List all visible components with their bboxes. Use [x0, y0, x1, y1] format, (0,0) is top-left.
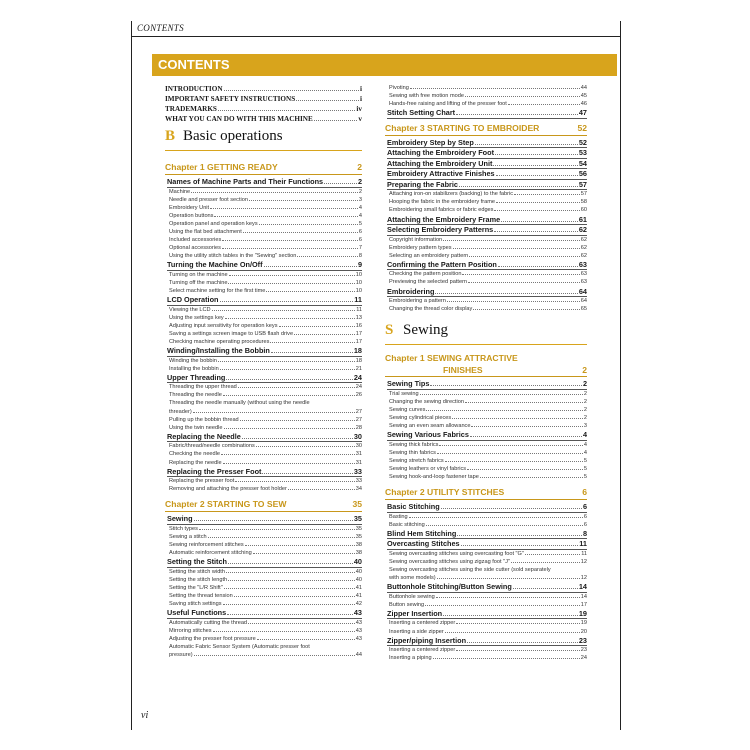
- toc-subentry[interactable]: Needle and presser foot section 3: [169, 196, 362, 203]
- toc-subentry[interactable]: Threading the upper thread 24: [169, 384, 362, 391]
- toc-subentry[interactable]: Sewing thick fabrics 4: [389, 441, 587, 448]
- toc-subentry[interactable]: Embroidering a pattern 64: [389, 298, 587, 305]
- toc-section[interactable]: Overcasting Stitches 11: [387, 539, 587, 549]
- toc-subentry[interactable]: Pivoting 44: [389, 85, 587, 91]
- toc-section[interactable]: Sewing Tips 2: [387, 379, 587, 389]
- toc-subentry[interactable]: Winding the bobbin 18: [169, 357, 362, 364]
- toc-subentry[interactable]: Copyright information 62: [389, 236, 587, 243]
- toc-subentry[interactable]: Sewing overcasting stitches using overcasting foot "G" 11: [389, 550, 587, 557]
- part-rule: [165, 150, 362, 151]
- toc-subentry[interactable]: Turning off the machine 10: [169, 279, 362, 286]
- toc-entry[interactable]: TRADEMARKS iv: [165, 105, 362, 113]
- page-number: vi: [141, 710, 149, 721]
- chapter-rule: [385, 135, 587, 136]
- toc-subentry[interactable]: Sewing with free motion mode 45: [389, 93, 587, 100]
- toc-subentry[interactable]: Setting the stitch width 40: [169, 568, 362, 575]
- toc-subentry[interactable]: Using the utility stitch tables in the "Sewing" section 8: [169, 253, 362, 260]
- toc-section[interactable]: Names of Machine Parts and Their Functions 2: [167, 177, 362, 186]
- toc-subentry[interactable]: Included accessories 6: [169, 237, 362, 244]
- toc-subentry[interactable]: Inserting a centered zipper 23: [389, 647, 587, 654]
- toc-subentry[interactable]: Removing and attaching the presser foot holder 34: [169, 486, 362, 493]
- contents-banner: CONTENTS: [152, 54, 617, 76]
- toc-subentry-wrap-line2[interactable]: threader) 27: [169, 408, 362, 415]
- toc-subentry[interactable]: Inserting a centered zipper 19: [389, 620, 587, 627]
- chapter-heading[interactable]: Chapter 1 GETTING READY 2: [165, 162, 362, 172]
- toc-subentry[interactable]: Optional accessories 7: [169, 245, 362, 252]
- chapter-heading[interactable]: Chapter 2 STARTING TO SEW 35: [165, 499, 362, 510]
- toc-left-column: [165, 84, 362, 659]
- toc-subentry[interactable]: Trial sewing 2: [389, 390, 587, 397]
- toc-subentry[interactable]: Sewing curves 2: [389, 406, 587, 413]
- toc-subentry[interactable]: Basting 6: [389, 513, 587, 520]
- toc-subentry[interactable]: Automatically cutting the thread 43: [169, 619, 362, 626]
- header-rule: [131, 36, 620, 37]
- part-heading-sewing: [385, 322, 587, 344]
- toc-subentry[interactable]: Adjusting input sensitivity for operation keys 16: [169, 322, 362, 329]
- toc-subentry[interactable]: Setting the thread tension 41: [169, 592, 362, 599]
- chapter-heading-line2[interactable]: FINISHES 2: [443, 365, 587, 376]
- toc-subentry[interactable]: Sewing thin fabrics 4: [389, 449, 587, 456]
- toc-subentry[interactable]: Button sewing 17: [389, 601, 587, 608]
- toc-subentry[interactable]: Fabric/thread/needle combinations 30: [169, 443, 362, 450]
- toc-section[interactable]: Setting the Stitch 40: [167, 557, 362, 567]
- toc-right-column: [385, 84, 587, 662]
- toc-section[interactable]: Zipper/piping Insertion 23: [387, 635, 587, 645]
- toc-subentry[interactable]: Hands-free raising and lifting of the presser foot 46: [389, 101, 587, 108]
- toc-section[interactable]: Useful Functions 43: [167, 608, 362, 618]
- toc-subentry[interactable]: Attaching iron-on stabilizers (backing) to the fabric 57: [389, 191, 587, 198]
- toc-subentry[interactable]: Using the settings key 13: [169, 314, 362, 321]
- toc-subentry[interactable]: Replacing the presser foot 33: [169, 478, 362, 485]
- toc-entry[interactable]: INTRODUCTION i: [165, 85, 362, 93]
- toc-subentry[interactable]: Changing the thread color display 65: [389, 306, 587, 313]
- part-heading-basic-operations: [165, 128, 362, 150]
- toc-section[interactable]: Winding/Installing the Bobbin 18: [167, 346, 362, 356]
- toc-section[interactable]: Basic Stitching 6: [387, 502, 587, 512]
- toc-subentry[interactable]: Saving stitch settings 42: [169, 601, 362, 608]
- toc-subentry[interactable]: Operation panel and operation keys 5: [169, 220, 362, 227]
- toc-subentry-wrap-line1[interactable]: Sewing overcasting stitches using the side cutter (sold separately: [389, 567, 551, 574]
- toc-subentry[interactable]: Setting the stitch length 40: [169, 576, 362, 583]
- toc-section[interactable]: LCD Operation 11: [167, 295, 362, 305]
- toc-section[interactable]: Embroidering 64: [387, 286, 587, 296]
- toc-section[interactable]: Selecting Embroidery Patterns 62: [387, 225, 587, 235]
- toc-subentry-wrap-line1[interactable]: Automatic Fabric Sensor System (Automatic presser foot: [169, 643, 310, 650]
- toc-section[interactable]: Sewing 35: [167, 514, 362, 524]
- toc-subentry[interactable]: Embroidery Unit 4: [169, 204, 362, 211]
- toc-subentry[interactable]: Sewing an even seam allowance 3: [389, 423, 587, 430]
- toc-subentry[interactable]: Previewing the selected pattern 63: [389, 279, 587, 286]
- toc-subentry[interactable]: Sewing leathers or vinyl fabrics 5: [389, 465, 587, 472]
- intro-list: [165, 84, 362, 124]
- toc-subentry[interactable]: Mirroring stitches 43: [169, 627, 362, 634]
- toc-section[interactable]: Sewing Various Fabrics 4: [387, 430, 587, 440]
- toc-subentry[interactable]: Changing the sewing direction 2: [389, 398, 587, 405]
- toc-section[interactable]: Turning the Machine On/Off 9: [167, 260, 362, 270]
- chapter-rule: [385, 376, 587, 377]
- toc-section[interactable]: Replacing the Presser Foot 33: [167, 466, 362, 476]
- toc-subentry[interactable]: Checking the needle 31: [169, 451, 362, 458]
- toc-subentry[interactable]: Embroidering small fabrics or fabric edges 60: [389, 207, 587, 214]
- toc-subentry[interactable]: Selecting an embroidery pattern 62: [389, 252, 587, 259]
- toc-section[interactable]: Embroidery Step by Step 52: [387, 137, 587, 147]
- toc-entry[interactable]: WHAT YOU CAN DO WITH THIS MACHINE v: [165, 115, 362, 123]
- running-header: CONTENTS: [137, 23, 184, 33]
- toc-subentry[interactable]: Installing the bobbin 21: [169, 365, 362, 372]
- toc-subentry[interactable]: Sewing hook-and-loop fastener tape 5: [389, 474, 587, 481]
- chapter-heading[interactable]: Chapter 3 STARTING TO EMBROIDER 52: [385, 122, 587, 133]
- toc-subentry[interactable]: Embroidery pattern types 62: [389, 244, 587, 251]
- toc-section[interactable]: Upper Threading 24: [167, 372, 362, 382]
- toc-subentry[interactable]: Hooping the fabric in the embroidery frame 58: [389, 199, 587, 206]
- chapter-heading-line1[interactable]: Chapter 1 SEWING ATTRACTIVE: [385, 353, 518, 364]
- part-letter: S: [385, 322, 394, 339]
- toc-subentry[interactable]: Stitch types 35: [169, 525, 362, 532]
- toc-subentry[interactable]: Automatic reinforcement stitching 38: [169, 550, 362, 557]
- toc-subentry[interactable]: Basic stitching 6: [389, 521, 587, 528]
- toc-subentry[interactable]: Operation buttons 4: [169, 212, 362, 219]
- toc-subentry[interactable]: Turning on the machine 10: [169, 271, 362, 278]
- toc-section[interactable]: Buttonhole Stitching/Button Sewing 14: [387, 582, 587, 592]
- toc-subentry[interactable]: Inserting a piping 24: [389, 655, 587, 662]
- toc-subentry[interactable]: Setting the "L/R Shift" 41: [169, 584, 362, 591]
- toc-subentry[interactable]: Saving a settings screen image to USB flash drive 17: [169, 330, 362, 337]
- toc-subentry[interactable]: Select machine setting for the first time 10: [169, 288, 362, 295]
- toc-subentry[interactable]: Checking machine operating procedures 17: [169, 339, 362, 345]
- toc-section[interactable]: Preparing the Fabric 57: [387, 179, 587, 189]
- chapter-heading[interactable]: Chapter 2 UTILITY STITCHES 6: [385, 487, 587, 498]
- toc-subentry-wrap-line1[interactable]: Threading the needle manually (without using the needle: [169, 400, 310, 407]
- toc-subentry[interactable]: Buttonhole sewing 14: [389, 593, 587, 600]
- toc-subentry[interactable]: Machine 2: [169, 188, 362, 195]
- toc-section[interactable]: Attaching the Embroidery Unit 54: [387, 158, 587, 168]
- toc-section[interactable]: Stitch Setting Chart 47: [387, 108, 587, 118]
- toc-subentry[interactable]: Viewing the LCD 11: [169, 306, 362, 313]
- toc-subentry[interactable]: Sewing a stitch 35: [169, 533, 362, 540]
- toc-section[interactable]: Embroidery Attractive Finishes 56: [387, 169, 587, 179]
- chapter-rule: [165, 511, 362, 512]
- toc-section[interactable]: Attaching the Embroidery Foot 53: [387, 148, 587, 158]
- part-name: Sewing: [403, 322, 448, 339]
- toc-subentry[interactable]: Sewing stretch fabrics 5: [389, 457, 587, 464]
- toc-subentry[interactable]: Pulling up the bobbin thread 27: [169, 416, 362, 423]
- toc-subentry[interactable]: Sewing cylindrical pieces 2: [389, 415, 587, 421]
- toc-subentry[interactable]: Adjusting the presser foot pressure 43: [169, 635, 362, 642]
- chapter-rule: [385, 499, 587, 500]
- toc-section[interactable]: Zipper Insertion 19: [387, 608, 587, 618]
- toc-subentry[interactable]: Threading the needle 26: [169, 392, 362, 399]
- toc-subentry[interactable]: Checking the pattern position 63: [389, 271, 587, 278]
- toc-section[interactable]: Blind Hem Stitching 8: [387, 528, 587, 538]
- part-letter: B: [165, 128, 176, 144]
- part-name: Basic operations: [183, 128, 283, 144]
- toc-subentry-wrap-line2[interactable]: pressure) 44: [169, 652, 362, 659]
- toc-subentry[interactable]: Using the flat bed attachment 6: [169, 228, 362, 235]
- toc-subentry[interactable]: Using the twin needle 28: [169, 424, 362, 431]
- part-rule: [385, 344, 587, 345]
- toc-subentry[interactable]: Sewing overcasting stitches using zigzag foot "J" 12: [389, 558, 587, 565]
- chapter-rule: [165, 174, 362, 175]
- toc-section[interactable]: Replacing the Needle 30: [167, 431, 362, 441]
- toc-entry[interactable]: IMPORTANT SAFETY INSTRUCTIONS i: [165, 95, 362, 103]
- toc-subentry[interactable]: Sewing reinforcement stitches 38: [169, 542, 362, 548]
- toc-section[interactable]: Attaching the Embroidery Frame 61: [387, 214, 587, 224]
- toc-section[interactable]: Confirming the Pattern Position 63: [387, 259, 587, 269]
- toc-subentry[interactable]: Replacing the needle 31: [169, 459, 362, 466]
- toc-subentry[interactable]: Inserting a side zipper 20: [389, 628, 587, 635]
- toc-subentry-wrap-line2[interactable]: with some models) 12: [389, 575, 587, 582]
